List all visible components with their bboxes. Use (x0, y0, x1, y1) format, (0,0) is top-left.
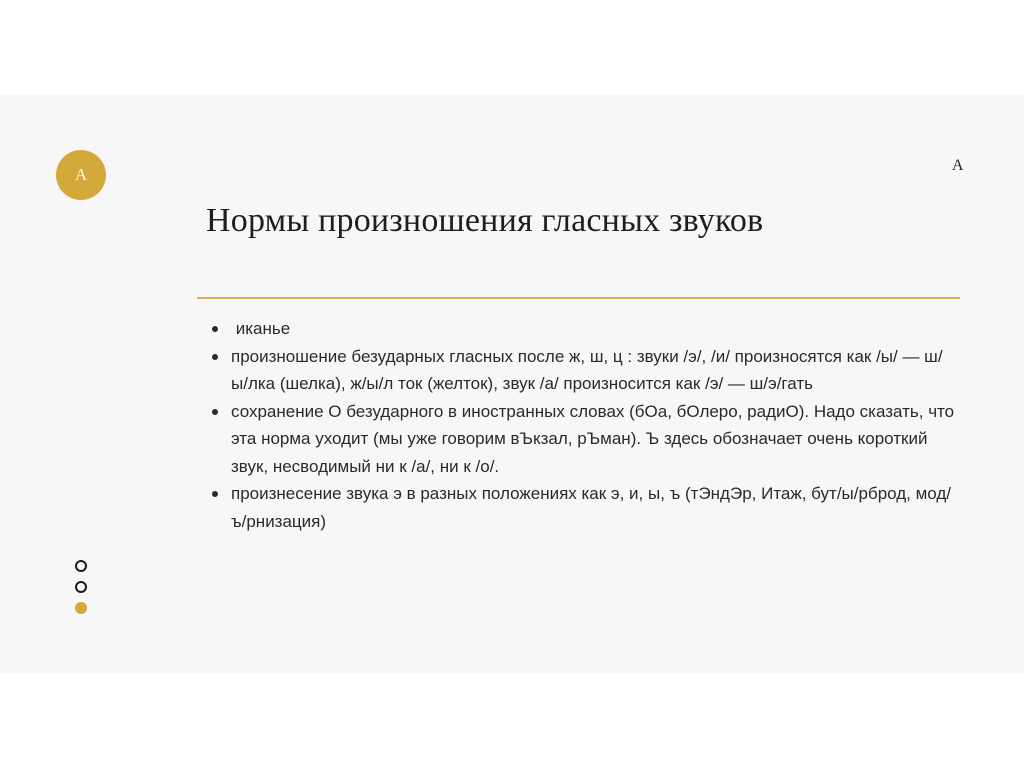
nav-dot-ring-icon[interactable] (75, 581, 87, 593)
bullet-item: иканье (210, 315, 955, 343)
title-divider (197, 297, 960, 299)
nav-dot-ring-icon[interactable] (75, 560, 87, 572)
logo-badge-letter: A (74, 165, 88, 184)
logo-badge (56, 150, 106, 200)
slide-nav-dots (75, 560, 87, 623)
slide (0, 95, 1024, 673)
corner-letter: A (952, 157, 964, 174)
bullet-item: произношение безударных гласных после ж, ш, ц : звуки /э/, /и/ произносятся как /ы/ — ш/ы/лка (шелка), ж/ы/л ток (желток), звук /а/ произносится как /э/ — ш/э/гать (210, 343, 955, 398)
nav-dot-filled-icon[interactable] (75, 602, 87, 614)
bullet-item: сохранение О безударного в иностранных словах (бОа, бОлеро, радиО). Надо сказать, что эта норма уходит (мы уже говорим вЪкзал, рЪман). Ъ здесь обозначает очень короткий звук, несводимый ни к /а/, ни к /о/. (210, 398, 955, 481)
bullet-list (210, 315, 955, 535)
bullet-item: произнесение звука э в разных положениях как э, и, ы, ъ (тЭндЭр, Итаж, бут/ы/рброд, мод/ъ/рнизация) (210, 480, 955, 535)
slide-title: Нормы произношения гласных звуков (206, 202, 764, 239)
